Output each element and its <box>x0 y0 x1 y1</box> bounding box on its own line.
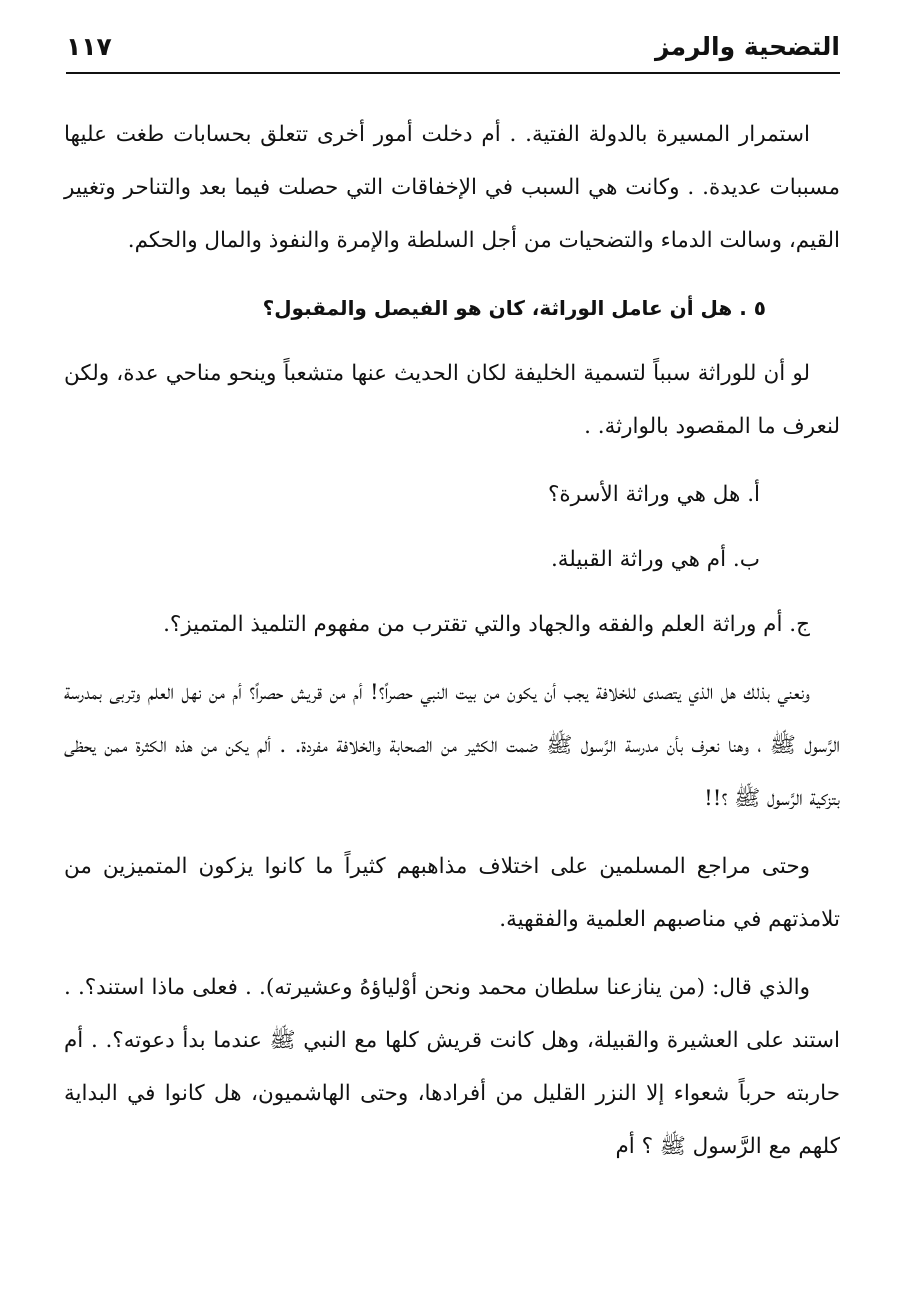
paragraph-3: ونعني بذلك هل الذي يتصدى للخلافة يجب أن يكون من بيت النبي حصراً؟! أم من قريش حصراً؟ أم من نهل العلم وتربى بمدرسة الرَّسول ﷺ ، وهنا نعرف بأن مدرسة الرَّسول ﷺ ضمت الكثير من الصحابة والخلافة مفردة. . ألم يكن من هذه الكثرة ممن يحظى بتزكية الرَّسول ﷺ ؟!! <box>64 680 840 811</box>
list-item-b: ب. أم هي وراثة القبيلة. <box>550 547 760 572</box>
running-title: التضحية والرمز <box>655 32 840 61</box>
paragraph-2: لو أن للوراثة سبباً لتسمية الخليفة لكان الحديث عنها متشعباً وينحو مناحي عدة، ولكن لنعرف ما المقصود بالوارثة. . <box>64 361 840 439</box>
page-header <box>66 22 840 74</box>
list-item-c: ج. أم وراثة العلم والفقه والجهاد والتي تقترب من مفهوم التلميذ المتميز؟. <box>163 612 810 637</box>
section-heading-5: ٥ . هل أن عامل الوراثة، كان هو الفيصل والمقبول؟ <box>262 296 766 320</box>
page-number: ١١٧ <box>66 32 112 61</box>
paragraph-5: والذي قال: (من ينازعنا سلطان محمد ونحن أوْلياؤهُ وعشيرته). . فعلى ماذا استند؟. . استند على العشيرة والقبيلة، وهل كانت قريش كلها مع النبي ﷺ عندما بدأ دعوته؟. . أم حاربته حرباً شعواء إلا النزر القليل من أفرادها، وحتى الهاشميون، هل كانوا في البداية كلهم مع الرَّسول ﷺ ؟ أم <box>64 975 840 1159</box>
paragraph-1: استمرار المسيرة بالدولة الفتية. . أم دخلت أمور أخرى تتعلق بحسابات طغت عليها مسببات عديدة. . وكانت هي السبب في الإخفاقات التي حصلت فيما بعد والتناحر وتغيير القيم، وسالت الدماء والتضحيات من أجل السلطة والإمرة والنفوذ والمال والحكم. <box>64 122 840 253</box>
paragraph-4: وحتى مراجع المسلمين على اختلاف مذاهبهم كثيراً ما كانوا يزكون المتميزين من تلامذتهم في مناصبهم العلمية والفقهية. <box>64 854 840 932</box>
list-item-a: أ. هل هي وراثة الأسرة؟ <box>547 482 760 507</box>
page-body <box>64 108 840 1188</box>
